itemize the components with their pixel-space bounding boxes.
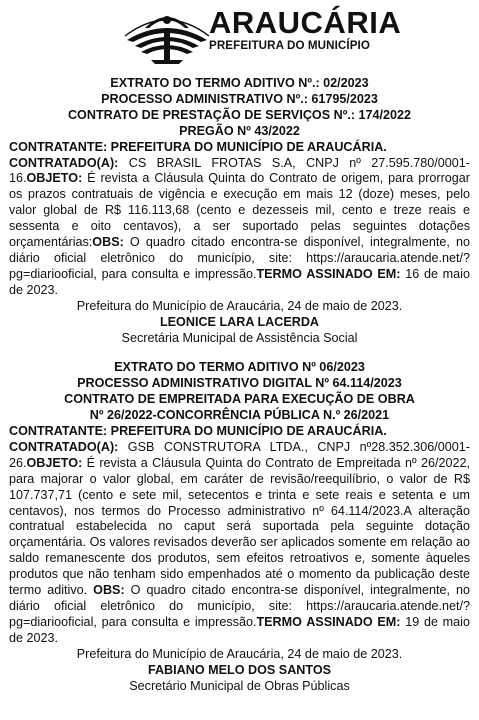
body-paragraph xyxy=(9,440,470,647)
title-line: CONTRATO DE EMPREITADA PARA EXECUÇÃO DE OBRA xyxy=(64,392,415,407)
title-line: PREGÃO Nº 43/2022 xyxy=(179,123,300,138)
brand-name: ARAUCÁRIA xyxy=(209,5,402,40)
signer-name: LEONICE LARA LACERDA xyxy=(159,314,320,329)
termo-text: 16 de maio de 2023. xyxy=(9,266,470,297)
obs-text: O quadro citado encontra-se disponível, integralmente, no diário oficial eletrônico do município, site: https://araucaria.atende.net/?pg=diariooficial, para consulta e impressão. xyxy=(9,583,470,629)
termo-label: TERMO ASSINADO EM: xyxy=(256,266,401,281)
objeto-label: OBJETO: xyxy=(26,171,83,186)
brand-subtitle: PREFEITURA DO MUNICÍPIO xyxy=(209,39,370,52)
header xyxy=(9,0,470,66)
contratado-text: GSB CONSTRUTORA LTDA., CNPJ nº28.352.306/0001-26. xyxy=(9,439,470,470)
termo-text: 19 de maio de 2023. xyxy=(9,614,470,645)
place-date: Prefeitura do Município de Araucária, 24 de maio de 2023. xyxy=(76,298,403,313)
obs-text: O quadro citado encontra-se disponível, integralmente, no diário oficial eletrônico do município, site: https://araucaria.atende.net/?pg=diariooficial, para consulta e impressão. xyxy=(9,235,470,281)
objeto-text: É revista a Cláusula Quinta do Contrato de origem, para prorrogar os prazos contratuais de vigência e execução em mais 12 (doze) meses, pelo valor global de R$ 116.113,68 (cento e dezesseis mil, cento e treze reais e sessenta e oito centavos), a ser suportado pelas seguintes dotações orçamentárias: xyxy=(9,171,470,250)
contratado-text: CS BRASIL FROTAS S.A, CNPJ nº 27.595.780/0001-16. xyxy=(9,155,470,186)
place-date: Prefeitura do Município de Araucária, 24 de maio de 2023. xyxy=(76,646,403,661)
signer-name: FABIANO MELO DOS SANTOS xyxy=(147,662,332,677)
contratado-label: CONTRATADO(A): xyxy=(9,155,119,170)
extrato-termo-aditivo-2 xyxy=(9,360,470,694)
extrato-termo-aditivo-1 xyxy=(9,76,470,346)
contratado-label: CONTRATADO(A): xyxy=(9,439,119,454)
title-line: EXTRATO DO TERMO ADITIVO Nº.: 02/2023 xyxy=(110,76,369,90)
title-line: PROCESSO ADMINISTRATIVO DIGITAL Nº 64.114/2023 xyxy=(77,376,402,391)
termo-label: TERMO ASSINADO EM: xyxy=(256,614,401,629)
contratante: CONTRATANTE: PREFEITURA DO MUNICÍPIO DE ARAUCÁRIA. xyxy=(9,424,387,439)
brand xyxy=(209,5,402,52)
body-paragraph xyxy=(9,156,470,299)
objeto-text: É revista a Cláusula Quinta do Contrato de Empreitada nº 26/2022, para majorar o valor global, em caráter de revisão/reequilíbrio, o valor de R$ 107.737,71 (cento e sete mil, setecentos e trinta e sete reais e setenta e um centavos), nos termos do Processo administrativo nº 64.114/2023.A alteração contratual estabelecida no caput será suportada pela seguinte dotação orçamentária. Os valores revisados deverão ser aplicados somente em relação ao saldo remanescente dos produtos, sem efeitos retroativos e, somente àqueles produtos que não tenham sido empenhados até o momento da publicação deste termo aditivo. xyxy=(9,455,470,598)
title-line: PROCESSO ADMINISTRATIVO Nº.: 61795/2023 xyxy=(101,91,378,106)
obs-label: OBS: xyxy=(92,235,124,250)
title-line: CONTRATO DE PRESTAÇÃO DE SERVIÇOS Nº.: 174/2022 xyxy=(67,107,412,122)
spacer xyxy=(9,346,470,360)
municipal-crest-icon xyxy=(121,6,213,66)
title-line: Nº 26/2022-CONCORRÊNCIA PÚBLICA N.º 26/2021 xyxy=(89,408,390,423)
signer-role: Secretária Municipal de Assistência Social xyxy=(121,330,358,345)
signer-role: Secretário Municipal de Obras Públicas xyxy=(129,678,350,693)
obs-label: OBS: xyxy=(93,583,125,598)
objeto-label: OBJETO: xyxy=(26,455,83,470)
contratante: CONTRATANTE: PREFEITURA DO MUNICÍPIO DE ARAUCÁRIA. xyxy=(9,139,387,154)
title-line: EXTRATO DO TERMO ADITIVO Nº 06/2023 xyxy=(114,360,365,375)
